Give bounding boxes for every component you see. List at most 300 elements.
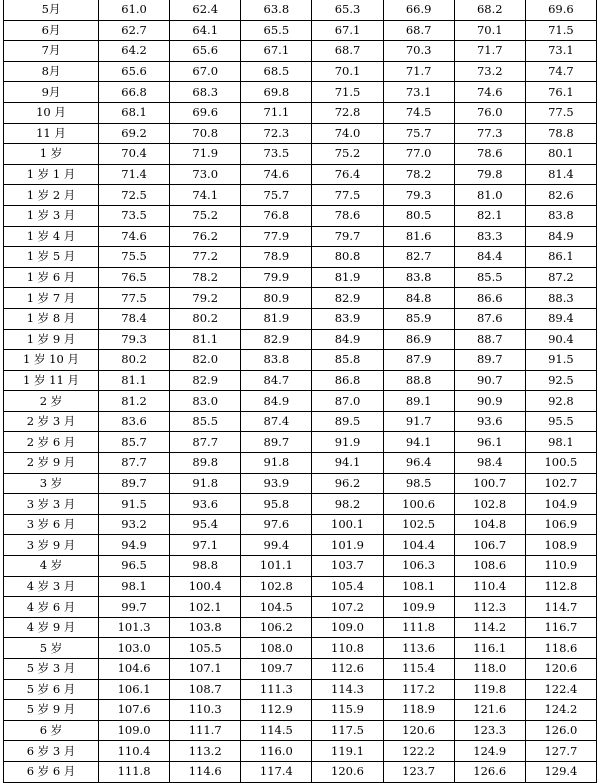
value-cell: 71.7 bbox=[454, 41, 525, 62]
value-cell: 103.7 bbox=[312, 556, 383, 577]
value-cell: 106.3 bbox=[383, 556, 454, 577]
value-cell: 80.9 bbox=[241, 288, 312, 309]
value-cell: 86.9 bbox=[383, 329, 454, 350]
value-cell: 67.1 bbox=[312, 20, 383, 41]
value-cell: 66.9 bbox=[383, 0, 454, 20]
value-cell: 80.1 bbox=[525, 144, 596, 165]
value-cell: 108.9 bbox=[525, 535, 596, 556]
value-cell: 68.3 bbox=[170, 82, 241, 103]
value-cell: 77.9 bbox=[241, 226, 312, 247]
value-cell: 100.4 bbox=[170, 576, 241, 597]
value-cell: 75.7 bbox=[383, 123, 454, 144]
value-cell: 83.8 bbox=[241, 350, 312, 371]
value-cell: 104.8 bbox=[454, 514, 525, 535]
table-row bbox=[4, 61, 597, 82]
value-cell: 74.5 bbox=[383, 102, 454, 123]
age-cell: 1 岁 2 月 bbox=[4, 185, 99, 206]
age-cell: 8月 bbox=[4, 61, 99, 82]
value-cell: 81.4 bbox=[525, 164, 596, 185]
value-cell: 106.9 bbox=[525, 514, 596, 535]
value-cell: 84.9 bbox=[241, 391, 312, 412]
age-cell: 5月 bbox=[4, 0, 99, 20]
value-cell: 114.7 bbox=[525, 597, 596, 618]
table-body bbox=[4, 0, 597, 782]
table-row bbox=[4, 205, 597, 226]
value-cell: 81.2 bbox=[99, 391, 170, 412]
value-cell: 73.5 bbox=[99, 205, 170, 226]
value-cell: 77.5 bbox=[312, 185, 383, 206]
value-cell: 75.5 bbox=[99, 247, 170, 268]
value-cell: 71.4 bbox=[99, 164, 170, 185]
table-row bbox=[4, 617, 597, 638]
value-cell: 75.2 bbox=[170, 205, 241, 226]
value-cell: 78.8 bbox=[525, 123, 596, 144]
value-cell: 109.0 bbox=[99, 720, 170, 741]
table-row bbox=[4, 350, 597, 371]
value-cell: 96.2 bbox=[312, 473, 383, 494]
value-cell: 81.1 bbox=[170, 329, 241, 350]
value-cell: 116.1 bbox=[454, 638, 525, 659]
value-cell: 112.9 bbox=[241, 700, 312, 721]
table-row bbox=[4, 597, 597, 618]
age-cell: 7月 bbox=[4, 41, 99, 62]
value-cell: 122.4 bbox=[525, 679, 596, 700]
age-cell: 1 岁 3 月 bbox=[4, 205, 99, 226]
value-cell: 115.4 bbox=[383, 659, 454, 680]
value-cell: 99.4 bbox=[241, 535, 312, 556]
value-cell: 102.8 bbox=[454, 494, 525, 515]
value-cell: 100.5 bbox=[525, 453, 596, 474]
value-cell: 102.5 bbox=[383, 514, 454, 535]
value-cell: 70.1 bbox=[454, 20, 525, 41]
value-cell: 87.6 bbox=[454, 308, 525, 329]
value-cell: 74.1 bbox=[170, 185, 241, 206]
value-cell: 100.1 bbox=[312, 514, 383, 535]
value-cell: 75.7 bbox=[241, 185, 312, 206]
age-cell: 1 岁 5 月 bbox=[4, 247, 99, 268]
value-cell: 79.7 bbox=[312, 226, 383, 247]
value-cell: 90.9 bbox=[454, 391, 525, 412]
value-cell: 97.1 bbox=[170, 535, 241, 556]
value-cell: 91.9 bbox=[312, 432, 383, 453]
table-row bbox=[4, 288, 597, 309]
value-cell: 64.2 bbox=[99, 41, 170, 62]
value-cell: 104.6 bbox=[99, 659, 170, 680]
age-cell: 6月 bbox=[4, 20, 99, 41]
value-cell: 112.6 bbox=[312, 659, 383, 680]
table-row bbox=[4, 185, 597, 206]
value-cell: 96.1 bbox=[454, 432, 525, 453]
value-cell: 83.6 bbox=[99, 411, 170, 432]
value-cell: 98.5 bbox=[383, 473, 454, 494]
value-cell: 69.6 bbox=[525, 0, 596, 20]
value-cell: 83.8 bbox=[525, 205, 596, 226]
value-cell: 63.8 bbox=[241, 0, 312, 20]
value-cell: 72.5 bbox=[99, 185, 170, 206]
table-row bbox=[4, 226, 597, 247]
value-cell: 104.9 bbox=[525, 494, 596, 515]
value-cell: 75.2 bbox=[312, 144, 383, 165]
value-cell: 90.4 bbox=[525, 329, 596, 350]
value-cell: 112.8 bbox=[525, 576, 596, 597]
value-cell: 98.8 bbox=[170, 556, 241, 577]
table-row bbox=[4, 638, 597, 659]
value-cell: 77.5 bbox=[525, 102, 596, 123]
value-cell: 109.7 bbox=[241, 659, 312, 680]
value-cell: 78.2 bbox=[383, 164, 454, 185]
value-cell: 80.2 bbox=[170, 308, 241, 329]
value-cell: 70.4 bbox=[99, 144, 170, 165]
value-cell: 127.7 bbox=[525, 741, 596, 762]
value-cell: 68.2 bbox=[454, 0, 525, 20]
value-cell: 115.9 bbox=[312, 700, 383, 721]
value-cell: 93.2 bbox=[99, 514, 170, 535]
value-cell: 84.7 bbox=[241, 370, 312, 391]
value-cell: 93.6 bbox=[170, 494, 241, 515]
value-cell: 87.4 bbox=[241, 411, 312, 432]
age-cell: 4 岁 bbox=[4, 556, 99, 577]
value-cell: 123.3 bbox=[454, 720, 525, 741]
value-cell: 104.4 bbox=[383, 535, 454, 556]
value-cell: 85.5 bbox=[170, 411, 241, 432]
age-cell: 2 岁 9 月 bbox=[4, 453, 99, 474]
value-cell: 104.5 bbox=[241, 597, 312, 618]
value-cell: 69.6 bbox=[170, 102, 241, 123]
value-cell: 129.4 bbox=[525, 761, 596, 782]
value-cell: 88.3 bbox=[525, 288, 596, 309]
table-row bbox=[4, 514, 597, 535]
value-cell: 69.8 bbox=[241, 82, 312, 103]
age-cell: 9月 bbox=[4, 82, 99, 103]
value-cell: 71.5 bbox=[525, 20, 596, 41]
value-cell: 77.2 bbox=[170, 247, 241, 268]
value-cell: 91.7 bbox=[383, 411, 454, 432]
value-cell: 109.0 bbox=[312, 617, 383, 638]
age-cell: 3 岁 9 月 bbox=[4, 535, 99, 556]
value-cell: 89.4 bbox=[525, 308, 596, 329]
value-cell: 82.9 bbox=[170, 370, 241, 391]
value-cell: 82.7 bbox=[383, 247, 454, 268]
value-cell: 79.9 bbox=[241, 267, 312, 288]
value-cell: 114.3 bbox=[312, 679, 383, 700]
value-cell: 92.5 bbox=[525, 370, 596, 391]
value-cell: 113.6 bbox=[383, 638, 454, 659]
value-cell: 88.8 bbox=[383, 370, 454, 391]
value-cell: 122.2 bbox=[383, 741, 454, 762]
age-cell: 3 岁 3 月 bbox=[4, 494, 99, 515]
table-row bbox=[4, 391, 597, 412]
value-cell: 113.2 bbox=[170, 741, 241, 762]
value-cell: 110.8 bbox=[312, 638, 383, 659]
value-cell: 81.9 bbox=[312, 267, 383, 288]
value-cell: 116.0 bbox=[241, 741, 312, 762]
age-cell: 1 岁 bbox=[4, 144, 99, 165]
value-cell: 105.4 bbox=[312, 576, 383, 597]
value-cell: 101.9 bbox=[312, 535, 383, 556]
table-row bbox=[4, 432, 597, 453]
value-cell: 71.1 bbox=[241, 102, 312, 123]
value-cell: 98.1 bbox=[525, 432, 596, 453]
value-cell: 82.9 bbox=[241, 329, 312, 350]
value-cell: 117.5 bbox=[312, 720, 383, 741]
value-cell: 81.1 bbox=[99, 370, 170, 391]
value-cell: 76.2 bbox=[170, 226, 241, 247]
value-cell: 108.6 bbox=[454, 556, 525, 577]
value-cell: 120.6 bbox=[312, 761, 383, 782]
value-cell: 117.4 bbox=[241, 761, 312, 782]
value-cell: 108.7 bbox=[170, 679, 241, 700]
value-cell: 110.3 bbox=[170, 700, 241, 721]
value-cell: 83.3 bbox=[454, 226, 525, 247]
value-cell: 99.7 bbox=[99, 597, 170, 618]
value-cell: 65.5 bbox=[241, 20, 312, 41]
table-row bbox=[4, 41, 597, 62]
table-row bbox=[4, 308, 597, 329]
value-cell: 62.7 bbox=[99, 20, 170, 41]
table-row bbox=[4, 267, 597, 288]
value-cell: 81.9 bbox=[241, 308, 312, 329]
age-cell: 6 岁 3 月 bbox=[4, 741, 99, 762]
value-cell: 92.8 bbox=[525, 391, 596, 412]
value-cell: 88.7 bbox=[454, 329, 525, 350]
value-cell: 66.8 bbox=[99, 82, 170, 103]
age-cell: 5 岁 6 月 bbox=[4, 679, 99, 700]
value-cell: 106.1 bbox=[99, 679, 170, 700]
value-cell: 78.6 bbox=[454, 144, 525, 165]
age-cell: 1 岁 7 月 bbox=[4, 288, 99, 309]
value-cell: 94.1 bbox=[383, 432, 454, 453]
value-cell: 89.8 bbox=[170, 453, 241, 474]
value-cell: 89.7 bbox=[454, 350, 525, 371]
value-cell: 71.7 bbox=[383, 61, 454, 82]
value-cell: 107.6 bbox=[99, 700, 170, 721]
value-cell: 120.6 bbox=[383, 720, 454, 741]
value-cell: 68.7 bbox=[383, 20, 454, 41]
age-cell: 5 岁 3 月 bbox=[4, 659, 99, 680]
value-cell: 83.0 bbox=[170, 391, 241, 412]
value-cell: 68.5 bbox=[241, 61, 312, 82]
value-cell: 101.1 bbox=[241, 556, 312, 577]
value-cell: 82.9 bbox=[312, 288, 383, 309]
value-cell: 86.6 bbox=[454, 288, 525, 309]
value-cell: 79.8 bbox=[454, 164, 525, 185]
table-row bbox=[4, 82, 597, 103]
value-cell: 76.0 bbox=[454, 102, 525, 123]
value-cell: 101.3 bbox=[99, 617, 170, 638]
value-cell: 61.0 bbox=[99, 0, 170, 20]
age-cell: 1 岁 4 月 bbox=[4, 226, 99, 247]
value-cell: 81.6 bbox=[383, 226, 454, 247]
value-cell: 72.8 bbox=[312, 102, 383, 123]
value-cell: 85.9 bbox=[383, 308, 454, 329]
table-row bbox=[4, 494, 597, 515]
value-cell: 73.0 bbox=[170, 164, 241, 185]
value-cell: 100.7 bbox=[454, 473, 525, 494]
value-cell: 77.0 bbox=[383, 144, 454, 165]
table-row bbox=[4, 411, 597, 432]
value-cell: 80.2 bbox=[99, 350, 170, 371]
value-cell: 79.2 bbox=[170, 288, 241, 309]
table-row bbox=[4, 123, 597, 144]
value-cell: 91.8 bbox=[170, 473, 241, 494]
value-cell: 83.9 bbox=[312, 308, 383, 329]
value-cell: 65.3 bbox=[312, 0, 383, 20]
age-cell: 2 岁 3 月 bbox=[4, 411, 99, 432]
value-cell: 119.1 bbox=[312, 741, 383, 762]
value-cell: 124.9 bbox=[454, 741, 525, 762]
value-cell: 78.4 bbox=[99, 308, 170, 329]
value-cell: 98.1 bbox=[99, 576, 170, 597]
value-cell: 93.9 bbox=[241, 473, 312, 494]
age-cell: 10 月 bbox=[4, 102, 99, 123]
value-cell: 73.2 bbox=[454, 61, 525, 82]
value-cell: 117.2 bbox=[383, 679, 454, 700]
value-cell: 84.4 bbox=[454, 247, 525, 268]
value-cell: 84.8 bbox=[383, 288, 454, 309]
value-cell: 76.1 bbox=[525, 82, 596, 103]
value-cell: 81.0 bbox=[454, 185, 525, 206]
value-cell: 70.3 bbox=[383, 41, 454, 62]
table-row bbox=[4, 473, 597, 494]
value-cell: 62.4 bbox=[170, 0, 241, 20]
value-cell: 107.1 bbox=[170, 659, 241, 680]
table-row bbox=[4, 576, 597, 597]
table-row bbox=[4, 535, 597, 556]
value-cell: 74.7 bbox=[525, 61, 596, 82]
age-cell: 4 岁 9 月 bbox=[4, 617, 99, 638]
value-cell: 85.7 bbox=[99, 432, 170, 453]
value-cell: 72.3 bbox=[241, 123, 312, 144]
value-cell: 87.9 bbox=[383, 350, 454, 371]
value-cell: 91.5 bbox=[525, 350, 596, 371]
value-cell: 77.5 bbox=[99, 288, 170, 309]
value-cell: 111.8 bbox=[383, 617, 454, 638]
age-cell: 4 岁 6 月 bbox=[4, 597, 99, 618]
value-cell: 80.5 bbox=[383, 205, 454, 226]
value-cell: 77.3 bbox=[454, 123, 525, 144]
value-cell: 114.2 bbox=[454, 617, 525, 638]
value-cell: 82.0 bbox=[170, 350, 241, 371]
age-cell: 3 岁 bbox=[4, 473, 99, 494]
table-row bbox=[4, 659, 597, 680]
value-cell: 118.6 bbox=[525, 638, 596, 659]
table-row bbox=[4, 20, 597, 41]
table-row bbox=[4, 144, 597, 165]
value-cell: 106.2 bbox=[241, 617, 312, 638]
age-cell: 1 岁 8 月 bbox=[4, 308, 99, 329]
value-cell: 82.1 bbox=[454, 205, 525, 226]
value-cell: 105.5 bbox=[170, 638, 241, 659]
value-cell: 65.6 bbox=[99, 61, 170, 82]
value-cell: 102.7 bbox=[525, 473, 596, 494]
table-row bbox=[4, 720, 597, 741]
value-cell: 68.7 bbox=[312, 41, 383, 62]
value-cell: 86.8 bbox=[312, 370, 383, 391]
age-cell: 3 岁 6 月 bbox=[4, 514, 99, 535]
value-cell: 74.6 bbox=[454, 82, 525, 103]
value-cell: 67.0 bbox=[170, 61, 241, 82]
value-cell: 79.3 bbox=[383, 185, 454, 206]
value-cell: 123.7 bbox=[383, 761, 454, 782]
table-row bbox=[4, 164, 597, 185]
age-cell: 1 岁 6 月 bbox=[4, 267, 99, 288]
value-cell: 83.8 bbox=[383, 267, 454, 288]
value-cell: 112.3 bbox=[454, 597, 525, 618]
value-cell: 76.4 bbox=[312, 164, 383, 185]
value-cell: 70.1 bbox=[312, 61, 383, 82]
value-cell: 107.2 bbox=[312, 597, 383, 618]
value-cell: 100.6 bbox=[383, 494, 454, 515]
table-row bbox=[4, 453, 597, 474]
value-cell: 87.7 bbox=[170, 432, 241, 453]
value-cell: 91.8 bbox=[241, 453, 312, 474]
value-cell: 69.2 bbox=[99, 123, 170, 144]
age-cell: 11 月 bbox=[4, 123, 99, 144]
value-cell: 94.9 bbox=[99, 535, 170, 556]
value-cell: 98.2 bbox=[312, 494, 383, 515]
table-row bbox=[4, 370, 597, 391]
value-cell: 80.8 bbox=[312, 247, 383, 268]
value-cell: 68.1 bbox=[99, 102, 170, 123]
value-cell: 98.4 bbox=[454, 453, 525, 474]
age-cell: 1 岁 11 月 bbox=[4, 370, 99, 391]
value-cell: 106.7 bbox=[454, 535, 525, 556]
value-cell: 118.9 bbox=[383, 700, 454, 721]
value-cell: 87.7 bbox=[99, 453, 170, 474]
value-cell: 65.6 bbox=[170, 41, 241, 62]
table-row bbox=[4, 741, 597, 762]
value-cell: 86.1 bbox=[525, 247, 596, 268]
value-cell: 109.9 bbox=[383, 597, 454, 618]
value-cell: 89.1 bbox=[383, 391, 454, 412]
age-cell: 5 岁 bbox=[4, 638, 99, 659]
value-cell: 90.7 bbox=[454, 370, 525, 391]
value-cell: 97.6 bbox=[241, 514, 312, 535]
age-cell: 2 岁 bbox=[4, 391, 99, 412]
value-cell: 102.8 bbox=[241, 576, 312, 597]
value-cell: 111.7 bbox=[170, 720, 241, 741]
table-row bbox=[4, 0, 597, 20]
value-cell: 95.8 bbox=[241, 494, 312, 515]
value-cell: 95.4 bbox=[170, 514, 241, 535]
value-cell: 87.0 bbox=[312, 391, 383, 412]
value-cell: 95.5 bbox=[525, 411, 596, 432]
value-cell: 120.6 bbox=[525, 659, 596, 680]
value-cell: 84.9 bbox=[312, 329, 383, 350]
value-cell: 124.2 bbox=[525, 700, 596, 721]
value-cell: 73.5 bbox=[241, 144, 312, 165]
value-cell: 108.1 bbox=[383, 576, 454, 597]
age-cell: 4 岁 3 月 bbox=[4, 576, 99, 597]
value-cell: 84.9 bbox=[525, 226, 596, 247]
age-cell: 1 岁 1 月 bbox=[4, 164, 99, 185]
value-cell: 85.8 bbox=[312, 350, 383, 371]
value-cell: 74.0 bbox=[312, 123, 383, 144]
value-cell: 96.5 bbox=[99, 556, 170, 577]
value-cell: 119.8 bbox=[454, 679, 525, 700]
value-cell: 116.7 bbox=[525, 617, 596, 638]
table-row bbox=[4, 700, 597, 721]
value-cell: 74.6 bbox=[99, 226, 170, 247]
value-cell: 111.3 bbox=[241, 679, 312, 700]
value-cell: 89.7 bbox=[99, 473, 170, 494]
value-cell: 126.6 bbox=[454, 761, 525, 782]
age-cell: 2 岁 6 月 bbox=[4, 432, 99, 453]
table-row bbox=[4, 679, 597, 700]
age-cell: 6 岁 6 月 bbox=[4, 761, 99, 782]
age-cell: 6 岁 bbox=[4, 720, 99, 741]
value-cell: 71.9 bbox=[170, 144, 241, 165]
